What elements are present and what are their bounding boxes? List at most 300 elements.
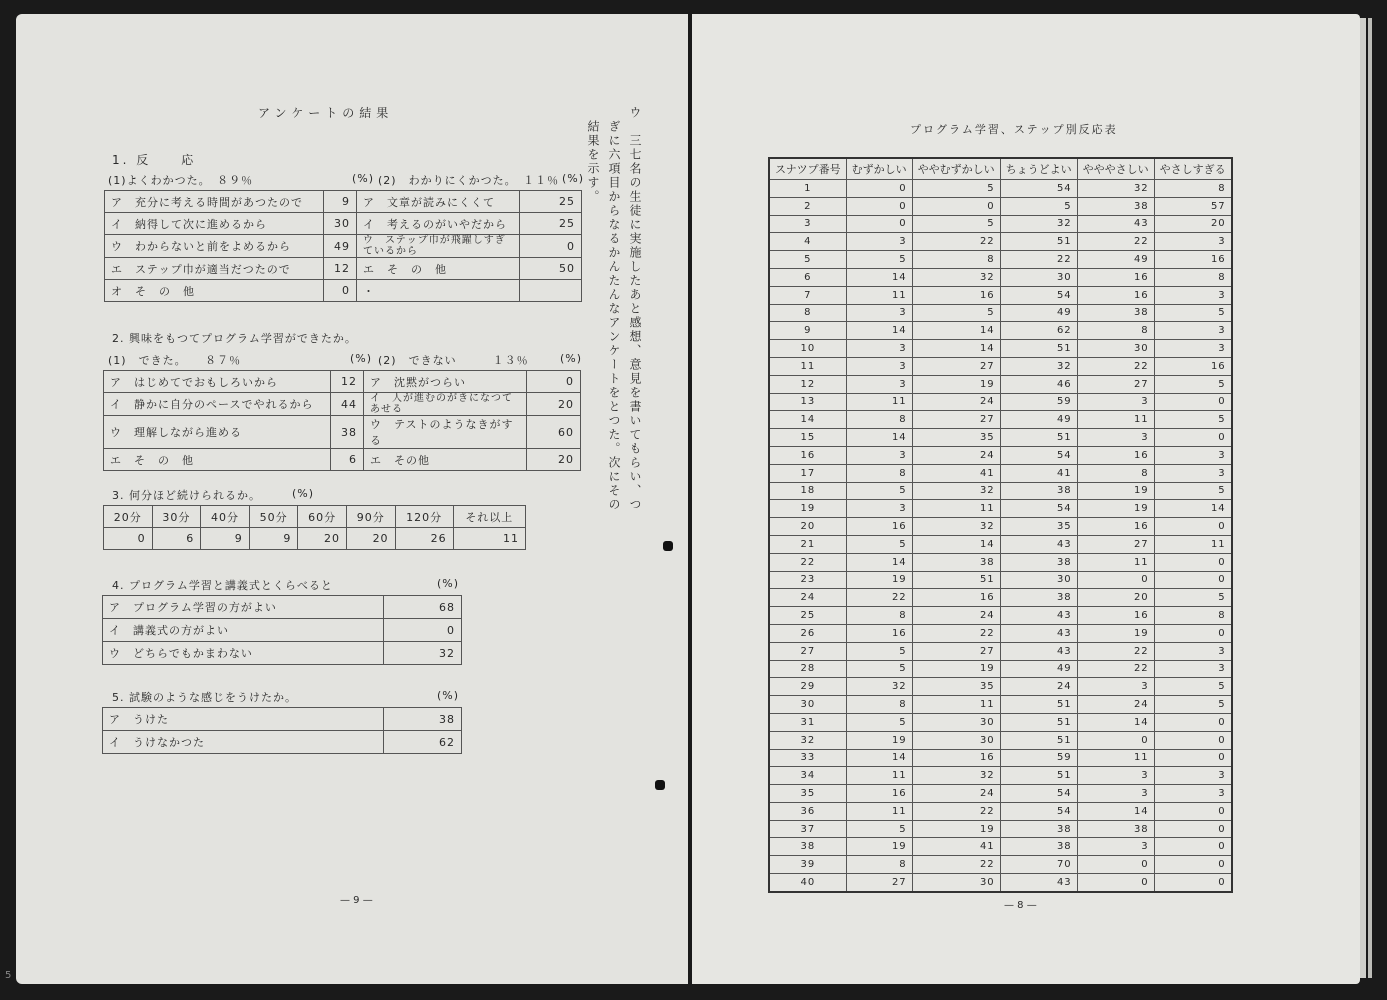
value-cell: 3: [1077, 785, 1154, 803]
value-cell: 5: [912, 180, 1000, 198]
value-cell: 22: [846, 589, 912, 607]
q4-unit: (%): [437, 577, 460, 590]
step-number-cell: 40: [769, 874, 846, 892]
q2-col1-unit: (%): [350, 352, 373, 365]
step-number-cell: 13: [769, 393, 846, 411]
value-cell: 0: [1154, 838, 1232, 856]
q2-table: [103, 370, 581, 471]
value-cell: 38: [1077, 197, 1154, 215]
table-row: [105, 191, 582, 213]
cell: 20: [346, 528, 395, 550]
cell: ウ テストのようなきがする: [364, 416, 527, 449]
value-cell: 30: [1000, 571, 1077, 589]
value-cell: 0: [1154, 553, 1232, 571]
cell: 50: [520, 258, 582, 280]
q3-table: [103, 505, 526, 550]
value-cell: 54: [1000, 500, 1077, 518]
cell: [520, 280, 582, 302]
value-cell: 5: [912, 215, 1000, 233]
value-cell: 0: [1154, 820, 1232, 838]
table-row: [769, 482, 1232, 500]
step-number-cell: 19: [769, 500, 846, 518]
value-cell: 8: [1077, 464, 1154, 482]
value-cell: 59: [1000, 393, 1077, 411]
q3-unit: (%): [292, 487, 315, 500]
cell: 9: [201, 528, 250, 550]
q1-col1-label: (1)よくわかつた。 ８９％: [108, 174, 254, 187]
cell: ア プログラム学習の方がよい: [103, 596, 384, 619]
value-cell: 8: [846, 856, 912, 874]
cell: ア うけた: [103, 708, 384, 731]
binding-hole: [663, 541, 673, 551]
value-cell: 5: [846, 713, 912, 731]
q2-col1-label: (1) できた。 ８７％: [108, 354, 242, 367]
table-row: [769, 713, 1232, 731]
step-number-cell: 11: [769, 357, 846, 375]
value-cell: 57: [1154, 197, 1232, 215]
step-number-cell: 26: [769, 624, 846, 642]
value-cell: 3: [1154, 464, 1232, 482]
cell: 11: [453, 528, 525, 550]
cell: 40分: [201, 506, 250, 528]
step-number-cell: 28: [769, 660, 846, 678]
table-row: [769, 500, 1232, 518]
q1-heading: 1. 反 応: [112, 153, 197, 167]
page-edge: [1360, 18, 1366, 978]
cell: ア 充分に考える時間があつたので: [105, 191, 324, 213]
value-cell: 19: [1077, 482, 1154, 500]
value-cell: 11: [1154, 535, 1232, 553]
value-cell: 70: [1000, 856, 1077, 874]
value-cell: 3: [1154, 340, 1232, 358]
value-cell: 38: [1000, 589, 1077, 607]
step-number-cell: 33: [769, 749, 846, 767]
cell: エ そ の 他: [104, 449, 331, 471]
step-number-cell: 6: [769, 268, 846, 286]
column-header: ちょうどよい: [1000, 158, 1077, 180]
value-cell: 5: [1154, 375, 1232, 393]
step-number-cell: 29: [769, 678, 846, 696]
table-row: [769, 535, 1232, 553]
q4-table: [102, 595, 462, 665]
value-cell: 0: [1154, 713, 1232, 731]
value-cell: 5: [846, 482, 912, 500]
q3-heading: 3. 何分ほど続けられるか。: [112, 489, 261, 502]
value-cell: 14: [1077, 802, 1154, 820]
corner-mark: 5: [5, 970, 12, 981]
table-row: [104, 528, 526, 550]
table-row: [104, 449, 581, 471]
value-cell: 62: [1000, 322, 1077, 340]
value-cell: 38: [1000, 838, 1077, 856]
cell: ア はじめてでおもしろいから: [104, 371, 331, 393]
value-cell: 51: [1000, 731, 1077, 749]
value-cell: 16: [1077, 446, 1154, 464]
value-cell: 27: [912, 642, 1000, 660]
value-cell: 3: [1154, 642, 1232, 660]
table-row: [769, 749, 1232, 767]
step-number-cell: 2: [769, 197, 846, 215]
table-row: [769, 268, 1232, 286]
value-cell: 16: [1077, 607, 1154, 625]
value-cell: 27: [912, 411, 1000, 429]
value-cell: 24: [912, 446, 1000, 464]
value-cell: 11: [846, 393, 912, 411]
value-cell: 8: [846, 607, 912, 625]
cell: 0: [527, 371, 581, 393]
value-cell: 22: [1077, 233, 1154, 251]
value-cell: 54: [1000, 446, 1077, 464]
value-cell: 8: [1154, 180, 1232, 198]
q4-heading: 4. プログラム学習と講義式とくらべると: [112, 579, 333, 592]
table-row: [103, 596, 462, 619]
step-number-cell: 32: [769, 731, 846, 749]
value-cell: 32: [1000, 357, 1077, 375]
q2-heading: 2. 興味をもつてプログラム学習ができたか。: [112, 332, 357, 345]
value-cell: 54: [1000, 180, 1077, 198]
value-cell: 19: [1077, 624, 1154, 642]
step-number-cell: 27: [769, 642, 846, 660]
table-row: [769, 785, 1232, 803]
value-cell: 3: [1077, 838, 1154, 856]
q2-col2-label: (2) できない １３％: [378, 354, 529, 367]
value-cell: 27: [1077, 375, 1154, 393]
value-cell: 51: [1000, 233, 1077, 251]
cell: ・: [357, 280, 520, 302]
cell: ア 沈黙がつらい: [364, 371, 527, 393]
table-row: [769, 696, 1232, 714]
cell: エ その他: [364, 449, 527, 471]
value-cell: 5: [1154, 589, 1232, 607]
value-cell: 3: [846, 233, 912, 251]
cell: ウ わからないと前をよめるから: [105, 235, 324, 258]
cell: 44: [331, 393, 364, 416]
value-cell: 0: [1154, 429, 1232, 447]
cell: 6: [331, 449, 364, 471]
value-cell: 3: [846, 304, 912, 322]
table-row: [104, 506, 526, 528]
column-header: むずかしい: [846, 158, 912, 180]
value-cell: 41: [1000, 464, 1077, 482]
step-number-cell: 1: [769, 180, 846, 198]
value-cell: 0: [1154, 856, 1232, 874]
vertical-note-line3: 結果を示す。: [586, 120, 600, 204]
table-row: [105, 258, 582, 280]
value-cell: 5: [1154, 482, 1232, 500]
value-cell: 0: [1077, 856, 1154, 874]
cell: 9: [249, 528, 298, 550]
value-cell: 43: [1000, 642, 1077, 660]
table-row: [769, 464, 1232, 482]
value-cell: 3: [1154, 322, 1232, 340]
table-row: [105, 235, 582, 258]
q2-col2-unit: (%): [560, 352, 583, 365]
table-row: [105, 213, 582, 235]
step-number-cell: 25: [769, 607, 846, 625]
table-row: [769, 856, 1232, 874]
column-header: やややさしい: [1077, 158, 1154, 180]
value-cell: 19: [846, 571, 912, 589]
table-row: [769, 375, 1232, 393]
value-cell: 51: [1000, 713, 1077, 731]
value-cell: 30: [912, 713, 1000, 731]
table-row: [769, 518, 1232, 536]
q1-table: [104, 190, 582, 302]
value-cell: 0: [1154, 393, 1232, 411]
value-cell: 5: [1154, 696, 1232, 714]
value-cell: 49: [1000, 411, 1077, 429]
value-cell: 14: [912, 322, 1000, 340]
cell: 90分: [346, 506, 395, 528]
table-row: [769, 215, 1232, 233]
table-row: [769, 838, 1232, 856]
step-number-cell: 39: [769, 856, 846, 874]
value-cell: 32: [1077, 180, 1154, 198]
value-cell: 54: [1000, 286, 1077, 304]
value-cell: 38: [1000, 482, 1077, 500]
cell: 12: [331, 371, 364, 393]
table-row: [769, 820, 1232, 838]
value-cell: 8: [846, 464, 912, 482]
cell: ウ ステップ巾が飛躍しすぎているから: [357, 235, 520, 258]
step-number-cell: 36: [769, 802, 846, 820]
value-cell: 51: [1000, 340, 1077, 358]
value-cell: 11: [846, 802, 912, 820]
step-number-cell: 20: [769, 518, 846, 536]
value-cell: 5: [846, 820, 912, 838]
value-cell: 43: [1000, 535, 1077, 553]
value-cell: 49: [1000, 660, 1077, 678]
value-cell: 0: [1154, 874, 1232, 892]
table-row: [769, 251, 1232, 269]
value-cell: 43: [1077, 215, 1154, 233]
value-cell: 5: [1154, 304, 1232, 322]
table-row: [769, 571, 1232, 589]
value-cell: 5: [846, 535, 912, 553]
value-cell: 20: [1077, 589, 1154, 607]
cell: イ 人が進むのがきになつてあせる: [364, 393, 527, 416]
table-row: [769, 624, 1232, 642]
value-cell: 14: [846, 749, 912, 767]
table-row: [104, 416, 581, 449]
value-cell: 19: [912, 820, 1000, 838]
table-row: [769, 446, 1232, 464]
table-row: [769, 357, 1232, 375]
value-cell: 20: [1154, 215, 1232, 233]
q5-heading: 5. 試験のような感じをうけたか。: [112, 691, 297, 704]
table-row: [103, 708, 462, 731]
value-cell: 32: [912, 518, 1000, 536]
value-cell: 0: [1077, 571, 1154, 589]
value-cell: 14: [1077, 713, 1154, 731]
value-cell: 51: [1000, 767, 1077, 785]
value-cell: 14: [912, 340, 1000, 358]
value-cell: 54: [1000, 802, 1077, 820]
value-cell: 19: [846, 838, 912, 856]
cell: 6: [152, 528, 201, 550]
value-cell: 0: [1154, 624, 1232, 642]
value-cell: 8: [1154, 268, 1232, 286]
value-cell: 43: [1000, 624, 1077, 642]
value-cell: 32: [912, 767, 1000, 785]
value-cell: 16: [912, 286, 1000, 304]
step-number-cell: 37: [769, 820, 846, 838]
value-cell: 16: [846, 624, 912, 642]
step-number-cell: 34: [769, 767, 846, 785]
value-cell: 5: [1000, 197, 1077, 215]
value-cell: 41: [912, 838, 1000, 856]
value-cell: 22: [912, 233, 1000, 251]
binding-hole: [655, 780, 665, 790]
page-number: — 9 —: [340, 895, 373, 906]
cell: 26: [395, 528, 453, 550]
table-row: [769, 642, 1232, 660]
page-number: — 8 —: [1004, 900, 1037, 911]
value-cell: 27: [846, 874, 912, 892]
value-cell: 22: [1077, 642, 1154, 660]
table-row: [769, 553, 1232, 571]
value-cell: 51: [1000, 696, 1077, 714]
value-cell: 3: [846, 375, 912, 393]
value-cell: 5: [846, 660, 912, 678]
value-cell: 22: [1077, 357, 1154, 375]
cell: 25: [520, 191, 582, 213]
value-cell: 5: [846, 642, 912, 660]
cell: 38: [331, 416, 364, 449]
value-cell: 32: [846, 678, 912, 696]
value-cell: 3: [846, 357, 912, 375]
value-cell: 43: [1000, 607, 1077, 625]
table-row: [769, 340, 1232, 358]
step-number-cell: 23: [769, 571, 846, 589]
table-row: [769, 304, 1232, 322]
value-cell: 38: [1000, 553, 1077, 571]
cell: 0: [384, 619, 462, 642]
value-cell: 38: [1077, 304, 1154, 322]
cell: 20: [527, 393, 581, 416]
table-row: [769, 429, 1232, 447]
value-cell: 11: [912, 500, 1000, 518]
value-cell: 24: [1077, 696, 1154, 714]
step-number-cell: 35: [769, 785, 846, 803]
cell: 60分: [298, 506, 347, 528]
cell: イ 考えるのがいやだから: [357, 213, 520, 235]
value-cell: 8: [912, 251, 1000, 269]
value-cell: 0: [846, 215, 912, 233]
value-cell: 35: [912, 429, 1000, 447]
step-number-cell: 30: [769, 696, 846, 714]
value-cell: 11: [846, 767, 912, 785]
cell: 9: [324, 191, 357, 213]
value-cell: 3: [1154, 446, 1232, 464]
value-cell: 3: [846, 446, 912, 464]
value-cell: 51: [1000, 429, 1077, 447]
value-cell: 11: [912, 696, 1000, 714]
cell: イ 納得して次に進めるから: [105, 213, 324, 235]
value-cell: 35: [1000, 518, 1077, 536]
value-cell: 16: [1154, 251, 1232, 269]
column-header: ややむずかしい: [912, 158, 1000, 180]
value-cell: 3: [1077, 429, 1154, 447]
cell: 50分: [249, 506, 298, 528]
table-row: [103, 731, 462, 754]
value-cell: 32: [912, 268, 1000, 286]
value-cell: 8: [1077, 322, 1154, 340]
value-cell: 54: [1000, 785, 1077, 803]
value-cell: 43: [1000, 874, 1077, 892]
value-cell: 11: [1077, 749, 1154, 767]
column-header: スナツプ番号: [769, 158, 846, 180]
table-row: [769, 731, 1232, 749]
cell: 120分: [395, 506, 453, 528]
value-cell: 3: [846, 500, 912, 518]
value-cell: 14: [912, 535, 1000, 553]
table-row: [769, 660, 1232, 678]
cell: エ ステップ巾が適当だつたので: [105, 258, 324, 280]
value-cell: 19: [912, 660, 1000, 678]
cell: 20: [527, 449, 581, 471]
value-cell: 27: [912, 357, 1000, 375]
table-row: [769, 322, 1232, 340]
value-cell: 30: [1077, 340, 1154, 358]
step-number-cell: 24: [769, 589, 846, 607]
cell: イ 静かに自分のペースでやれるから: [104, 393, 331, 416]
value-cell: 3: [1077, 678, 1154, 696]
value-cell: 3: [846, 340, 912, 358]
value-cell: 38: [912, 553, 1000, 571]
value-cell: 0: [1077, 731, 1154, 749]
value-cell: 8: [846, 696, 912, 714]
cell: 60: [527, 416, 581, 449]
q5-unit: (%): [437, 689, 460, 702]
step-number-cell: 18: [769, 482, 846, 500]
value-cell: 14: [846, 268, 912, 286]
q5-table: [102, 707, 462, 754]
value-cell: 59: [1000, 749, 1077, 767]
value-cell: 0: [1154, 731, 1232, 749]
cell: 25: [520, 213, 582, 235]
step-number-cell: 16: [769, 446, 846, 464]
table-row: [769, 286, 1232, 304]
cell: 0: [324, 280, 357, 302]
value-cell: 14: [1154, 500, 1232, 518]
value-cell: 51: [912, 571, 1000, 589]
header-row: [769, 158, 1232, 180]
table-body: [769, 180, 1232, 892]
step-number-cell: 31: [769, 713, 846, 731]
table-row: [104, 371, 581, 393]
step-number-cell: 4: [769, 233, 846, 251]
step-reaction-table: [768, 157, 1233, 893]
value-cell: 0: [1154, 802, 1232, 820]
step-number-cell: 10: [769, 340, 846, 358]
value-cell: 3: [1154, 767, 1232, 785]
q1-col2-unit: (%): [562, 172, 585, 185]
step-number-cell: 15: [769, 429, 846, 447]
step-number-cell: 8: [769, 304, 846, 322]
value-cell: 3: [1154, 286, 1232, 304]
value-cell: 27: [1077, 535, 1154, 553]
value-cell: 46: [1000, 375, 1077, 393]
value-cell: 14: [846, 553, 912, 571]
cell: 0: [104, 528, 153, 550]
cell: 30分: [152, 506, 201, 528]
value-cell: 24: [912, 607, 1000, 625]
value-cell: 8: [1154, 607, 1232, 625]
cell: 32: [384, 642, 462, 665]
value-cell: 19: [846, 731, 912, 749]
cell: ウ どちらでもかまわない: [103, 642, 384, 665]
